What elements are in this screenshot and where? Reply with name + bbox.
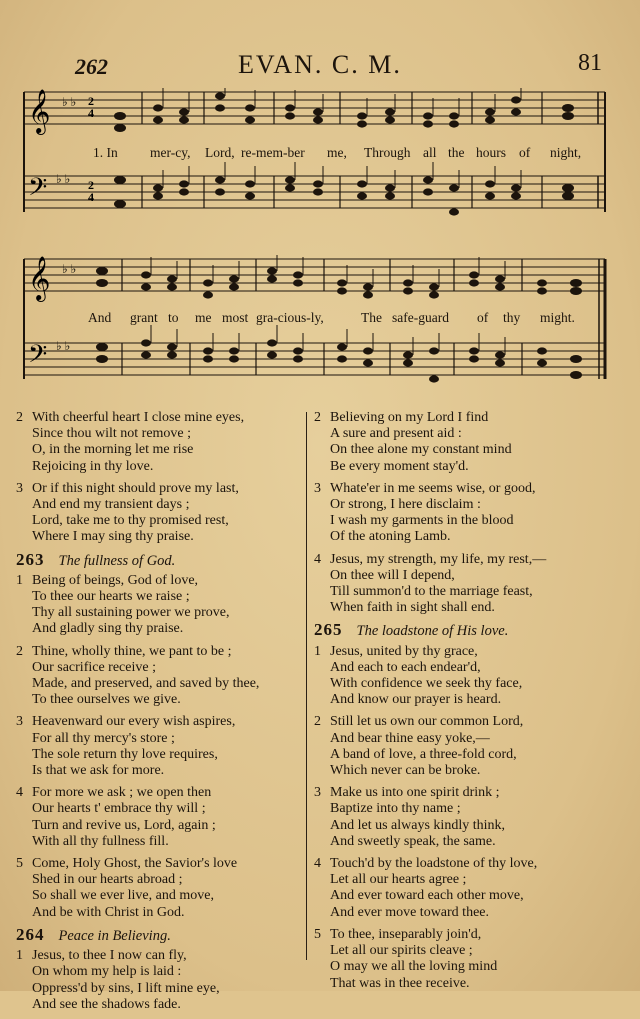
syllable: hours: [476, 145, 506, 160]
syllable: most: [222, 310, 249, 325]
stanza-number: 4: [314, 551, 321, 567]
verse-line: And know our prayer is heard.: [330, 692, 502, 708]
svg-text:4: 4: [88, 190, 94, 204]
left-column: [16, 410, 316, 1019]
verse-line: 4 Touch'd by the loadstone of thy love,: [314, 856, 538, 872]
verse-line: To thee our hearts we raise ;: [32, 589, 190, 605]
verse-line: 1 Being of beings, God of love,: [16, 572, 199, 588]
svg-text:2: 2: [88, 94, 94, 108]
verse-line: I wash my garments in the blood: [330, 513, 514, 529]
stanza-number: 1: [16, 948, 23, 964]
syllable: mer-cy,: [150, 145, 191, 160]
svg-text:♭ ♭: ♭ ♭: [62, 95, 77, 109]
stanza: [314, 856, 614, 921]
verse-line: And ever move toward thee.: [330, 904, 489, 920]
verse-line: And ever toward each other move,: [330, 888, 524, 904]
syllable: The: [361, 310, 382, 325]
hymn-heading-263: 263 The fullness of God.: [16, 549, 176, 569]
syllable: all: [423, 145, 437, 160]
verse-line: To thee ourselves we give.: [32, 692, 181, 708]
svg-text:♭ ♭: ♭ ♭: [56, 172, 71, 186]
syllable: the: [448, 145, 465, 160]
stanza-number: 1: [314, 643, 321, 659]
verse-line: Where I may sing thy praise.: [32, 529, 194, 545]
bass-clef-icon: 𝄢: [28, 174, 48, 207]
stanza: [16, 714, 316, 779]
verse-line: On thee will I depend,: [330, 567, 455, 583]
right-column: [314, 410, 614, 998]
verse-line: Our hearts t' embrace thy will ;: [32, 801, 206, 817]
syllable: thy: [503, 310, 521, 325]
verse-line: Thy all sustaining power we prove,: [32, 605, 230, 621]
verse-line: For all thy mercy's store ;: [32, 730, 175, 746]
verse-line: 2 With cheerful heart I close mine eyes,: [16, 410, 245, 425]
page-number: 81: [578, 50, 602, 76]
stanza-number: 4: [16, 785, 23, 801]
syllable: And: [88, 310, 112, 325]
syllable: me,: [327, 145, 347, 160]
stanza: [16, 644, 316, 709]
syllable: of: [477, 310, 489, 325]
verse-line: And be with Christ in God.: [32, 904, 185, 920]
verse-line: 5 Come, Holy Ghost, the Savior's love: [16, 856, 238, 872]
syllable: might.: [540, 310, 575, 325]
stanza: [314, 481, 614, 546]
stanza-number: 4: [314, 856, 321, 872]
hymn-number-262: 262: [75, 54, 108, 79]
stanza-number: 1: [16, 572, 23, 588]
verse-line: 3 Heavenward our every wish aspires,: [16, 714, 236, 730]
stanza: [16, 785, 316, 850]
verse-line: And end my transient days ;: [32, 497, 190, 513]
svg-text:♭ ♭: ♭ ♭: [56, 339, 71, 353]
verse-line: The sole return thy love requires,: [32, 746, 218, 762]
verse-line: 1 Jesus, to thee I now can fly,: [16, 948, 187, 964]
verse-line: Rejoicing in thy love.: [32, 458, 154, 474]
stanza-number: 2: [16, 643, 23, 659]
verse-line: 3 Whate'er in me seems wise, or good,: [314, 480, 536, 496]
verse-line: And sweetly speak, the same.: [330, 833, 496, 849]
stanza: [314, 410, 614, 475]
verse-line: With confidence we seek thy face,: [330, 676, 523, 692]
verse-line: Our sacrifice receive ;: [32, 659, 156, 675]
verse-line: Since thou wilt not remove ;: [32, 426, 192, 442]
verse-line: Of the atoning Lamb.: [330, 529, 451, 545]
stanza-number: 3: [314, 480, 321, 496]
verse-line: And gladly sing thy praise.: [32, 621, 184, 637]
syllable: night,: [550, 145, 582, 160]
svg-text:2: 2: [88, 178, 94, 192]
verse-line: 2 Believing on my Lord I find: [314, 410, 489, 425]
bass-clef-icon: 𝄢: [28, 341, 48, 374]
verse-line: Till summon'd to the marriage feast,: [330, 584, 533, 600]
verse-line: And let us always kindly think,: [330, 817, 505, 833]
stanza: [16, 481, 316, 546]
syllable: me: [195, 310, 212, 325]
hymn-heading-265: 265 The loadstone of His love.: [314, 620, 509, 640]
syllable: to: [168, 310, 179, 325]
page-header: [0, 50, 640, 80]
verse-line: Which never can be broke.: [330, 763, 481, 779]
verse-line: 2 Still let us own our common Lord,: [314, 714, 524, 730]
verse-line: 5 To thee, inseparably join'd,: [314, 926, 482, 942]
stanza: [314, 927, 614, 992]
verse-line: And each to each endear'd,: [330, 659, 481, 675]
syllable: 1. In: [93, 145, 118, 160]
verse-line: On thee alone my constant mind: [330, 442, 512, 458]
stanza-number: 2: [314, 714, 321, 730]
syllable: grant: [130, 310, 158, 325]
verse-line: Turn and revive us, Lord, again ;: [32, 817, 216, 833]
stanza-number: 5: [314, 926, 321, 942]
verse-line: O may we all the loving mind: [330, 959, 498, 975]
verse-line: And see the shadows fade.: [32, 996, 181, 1012]
svg-text:♭ ♭: ♭ ♭: [62, 262, 77, 276]
verse-line: Shed in our hearts abroad ;: [32, 872, 183, 888]
stanza-number: 3: [314, 785, 321, 801]
verse-line: With all thy fullness fill.: [32, 833, 169, 849]
stanza-number: 5: [16, 856, 23, 872]
verse-line: Or strong, I here disclaim :: [330, 497, 481, 513]
stanza-number: 3: [16, 480, 23, 496]
verse-line: Let all our spirits cleave ;: [330, 943, 473, 959]
stanza-number: 2: [314, 410, 321, 425]
verse-line: Let all our hearts agree ;: [330, 872, 467, 888]
stanza: [314, 785, 614, 850]
verse-line: 1 Jesus, united by thy grace,: [314, 643, 478, 659]
syllable: Through: [364, 145, 411, 160]
verse-line: Baptize into thy name ;: [330, 801, 461, 817]
verse-line: Is that we ask for more.: [32, 763, 165, 779]
syllable: of: [519, 145, 531, 160]
verse-line: So shall we ever live, and move,: [32, 888, 214, 904]
verse-line: Lord, take me to thy promised rest,: [32, 513, 229, 529]
verse-line: That was in thee receive.: [330, 975, 470, 991]
verse-line: O, in the morning let me rise: [32, 442, 194, 458]
stanza: [16, 948, 316, 1013]
svg-text:4: 4: [88, 106, 94, 120]
verse-line: 4 Jesus, my strength, my life, my rest,—: [314, 551, 547, 567]
verse-line: 4 For more we ask ; we open then: [16, 785, 212, 801]
syllable: Lord,: [205, 145, 235, 160]
verse-line: Made, and preserved, and saved by thee,: [32, 676, 260, 692]
verse-line: A sure and present aid :: [330, 426, 462, 442]
stanza: [314, 714, 614, 779]
verse-line: And bear thine easy yoke,—: [330, 730, 490, 746]
tune-title: EVAN. C. M.: [238, 50, 402, 79]
verse-line: 3 Or if this night should prove my last,: [16, 480, 239, 496]
hymn-heading-264: 264 Peace in Believing.: [16, 924, 171, 944]
stanza: [16, 410, 316, 475]
treble-clef-icon: 𝄞: [28, 91, 51, 133]
verse-line: When faith in sight shall end.: [330, 600, 495, 616]
verse-line: 2 Thine, wholly thine, we pant to be ;: [16, 643, 232, 659]
syllable: gra-cious-ly,: [256, 310, 324, 325]
stanza-number: 2: [16, 410, 23, 425]
syllable: re-mem-ber: [241, 145, 305, 160]
verse-line: Be every moment stay'd.: [330, 458, 469, 474]
treble-clef-icon: 𝄞: [28, 258, 51, 300]
stanza: [16, 856, 316, 921]
stanza-number: 3: [16, 714, 23, 730]
stanza: [314, 644, 614, 709]
stanza: [314, 552, 614, 617]
verse-line: On whom my help is laid :: [32, 964, 182, 980]
verse-line: Oppress'd by sins, I lift mine eye,: [32, 980, 220, 996]
verse-line: A band of love, a three-fold cord,: [330, 746, 517, 762]
verse-line: 3 Make us into one spirit drink ;: [314, 785, 500, 801]
syllable: safe-guard: [392, 310, 449, 325]
stanza: [16, 573, 316, 638]
